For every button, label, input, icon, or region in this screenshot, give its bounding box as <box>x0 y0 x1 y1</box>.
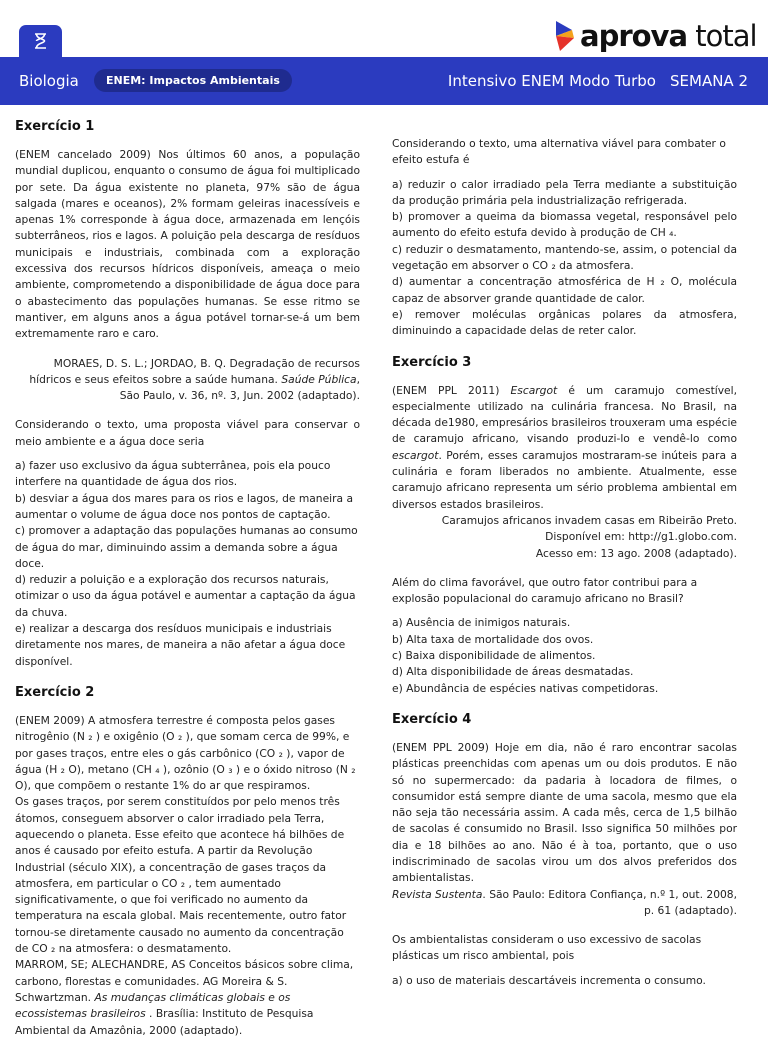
option[interactable]: c) Baixa disponibilidade de alimentos. <box>392 649 596 663</box>
option[interactable]: d) Alta disponibilidade de áreas desmatadas. <box>392 665 634 679</box>
option[interactable]: a) o uso de materiais descartáveis incrementa o consumo. <box>392 973 706 987</box>
option[interactable]: d) reduzir a poluição e a exploração dos recursos naturais, otimizar o uso da água potável e aumentar a captação da água da chuva. <box>15 573 356 619</box>
exercise-4-options <box>392 973 737 989</box>
exercise-3-title: Exercício 3 <box>392 354 472 370</box>
exercise-3-options <box>392 615 737 696</box>
exercise-3-question: Além do clima favorável, que outro fator contribui para a explosão populacional do caramujo africano no Brasil? <box>392 575 698 606</box>
option[interactable]: c) reduzir o desmatamento, mantendo-se, assim, o potencial da vegetação em absorver o CO ₂ da atmosfera. <box>392 242 737 273</box>
option[interactable]: d) aumentar a concentração atmosférica de H ₂ O, molécula capaz de absorver grande quantidade de calor. <box>392 275 737 305</box>
exercise-4-text: (ENEM PPL 2009) Hoje em dia, não é raro encontrar sacolas plásticas preenchidas com apenas um ou dois produtos. E não só no supermercado: da padaria à locadora de filmes, o consumidor está sempre diante de uma sacola, mesmo que ela não seja tão necessária assim. A cada mês, cerca de 1,5 bilhão de sacolas é consumido no Brasil. Isso significa 50 milhões por dia e 18 bilhões ao ano. Não é à toa, portanto, que o uso indiscriminado de sacolas virou um dos alvos preferidos dos ambientalistas. <box>392 740 737 885</box>
right-column <box>392 136 737 989</box>
option[interactable]: b) promover a queima da biomassa vegetal, responsável pelo aumento do efeito estufa devido à produção de CH ₄. <box>392 210 737 240</box>
exercise-4-question: Os ambientalistas consideram o uso excessivo de sacolas plásticas um risco ambiental, pois <box>392 933 702 963</box>
course-name: Intensivo ENEM Modo Turbo <box>447 72 656 90</box>
option[interactable]: c) promover a adaptação das populações humanas ao consumo de água do mar, diminuindo assim a demanda sobre a água doce. <box>15 524 358 570</box>
exercise-2-question: Considerando o texto, uma alternativa viável para combater o efeito estufa é <box>392 137 726 167</box>
exercise-1-title: Exercício 1 <box>15 119 95 134</box>
top-header <box>0 0 768 57</box>
exercise-1-question: Considerando o texto, uma proposta viável para conservar o meio ambiente e a água doce seria <box>15 418 360 448</box>
brand-mark-icon <box>554 21 576 51</box>
week-label: SEMANA 2 <box>670 72 748 90</box>
option[interactable]: a) fazer uso exclusivo da água subterrânea, pois ela pouco interfere na quantidade de água dos rios. <box>15 459 331 489</box>
exercise-1-reference: MORAES, D. S. L.; JORDAO, B. Q. Degradação de recursos hídricos e seus efeitos sobre a saúde humana. Saúde Pública, São Paulo, v. 36, nº. 3, Jun. 2002 (adaptado). <box>29 356 360 403</box>
exercise-2-text-2: Os gases traços, por serem constituídos por pelo menos três átomos, conseguem absorver o calor irradiado pela Terra, aquecendo o planeta. Esse efeito que acontece há bilhões de anos é causado por efeito estufa. A partir da Revolução Industrial (século XIX), a concentração de gases traços da atmosfera, em particular o CO ₂ , tem aumentado significativamente, o que foi verificado no aumento da temperatura na escala global. Mais recentemente, outro fator tornou-se diretamente causado no aumento da concentração de CO ₂ na atmosfera: o desmatamento. <box>15 795 347 956</box>
exercise-4-title: Exercício 4 <box>392 711 472 727</box>
option[interactable]: a) Ausência de inimigos naturais. <box>392 616 571 630</box>
exercise-4-reference: Revista Sustenta. São Paulo: Editora Confiança, n.º 1, out. 2008, p. 61 (adaptado). <box>392 887 737 917</box>
left-column <box>15 118 360 1039</box>
exercise-2-reference: MARROM, SE; ALECHANDRE, AS Conceitos básicos sobre clima, carbono, florestas e comunidades. AG Moreira & S. Schwartzman. As mudanças climáticas globais e os ecossistemas brasileiros . Brasília: Instituto de Pesquisa Ambiental da Amazônia, 2000 (adaptado). <box>15 958 354 1037</box>
course-info <box>448 72 748 90</box>
exercise-2-title: Exercício 2 <box>15 684 95 700</box>
aprova-total-logo <box>554 18 757 54</box>
exercise-3-text: (ENEM PPL 2011) Escargot é um caramujo comestível, especialmente utilizado na culinária francesa. No Brasil, na década de1980, empresários brasileiros trouxeram uma espécie de caramujo africano, visando produzi-lo e vendê-lo como escargot. Porém, esses caramujos mostraram-se inúteis para a culinária e foram liberados no ambiente. Atualmente, esse caramujo africano representa um sério problema ambiental em diversos estados brasileiros. <box>392 383 737 511</box>
option[interactable]: e) remover moléculas orgânicas polares da atmosfera, diminuindo a capacidade delas de reter calor. <box>392 307 737 338</box>
course-bar <box>0 57 768 105</box>
exercise-2-text-1: (ENEM 2009) A atmosfera terrestre é composta pelos gases nitrogênio (N ₂ ) e oxigênio (O ₂ ), que somam cerca de 99%, e por gases traços, entre eles o gás carbônico (CO ₂ ), vapor de água (H ₂ O), metano (CH ₄ ), ozônio (O ₃ ) e o óxido nitroso (N ₂ O), que compõem o restante 1% do ar que respiramos. <box>15 713 356 793</box>
exercise-1-text: (ENEM cancelado 2009) Nos últimos 60 anos, a população mundial duplicou, enquanto o consumo de água foi multiplicado por sete. Da água existente no planeta, 97% são de água salgada (mares e oceanos), 2% formam geleiras inacessíveis e apenas 1% corresponde à água doce, armazenada em lençóis subterrâneos, rios e lagos. A poluição pela descarga de resíduos municipais e industriais, combinada com a exploração excessiva dos recursos hídricos disponíveis, ameaça o meio ambiente, comprometendo a disponibilidade de água doce para o abastecimento das populações humanas. Se esse ritmo se mantiver, em alguns anos a água potável tornar-se-á um bem extremamente raro e caro. <box>15 148 360 341</box>
exercise-1-options <box>15 458 360 670</box>
topic-badge: ENEM: Impactos Ambientais <box>94 69 292 92</box>
brand-name: aprova total <box>580 19 757 53</box>
subject-label: Biologia <box>19 72 79 90</box>
option[interactable]: b) desviar a água dos mares para os rios e lagos, de maneira a aumentar o volume de água doce nos pontos de captação. <box>15 491 354 521</box>
option[interactable]: a) reduzir o calor irradiado pela Terra mediante a substituição da produção primária pela industrialização refrigerada. <box>392 177 737 207</box>
option[interactable]: e) realizar a descarga dos resíduos municipais e industriais diretamente nos mares, de maneira a não afetar a água doce disponível. <box>15 622 346 668</box>
option[interactable]: b) Alta taxa de mortalidade dos ovos. <box>392 632 594 646</box>
exercise-3-reference: Caramujos africanos invadem casas em Ribeirão Preto. Disponível em: http://g1.globo.com. <box>441 513 737 544</box>
option[interactable]: e) Abundância de espécies nativas competidoras. <box>392 681 659 695</box>
hourglass-tab[interactable] <box>19 25 62 57</box>
exercise-3-access: Acesso em: 13 ago. 2008 (adaptado). <box>535 546 737 560</box>
hourglass-icon <box>33 33 48 49</box>
exercise-2-options <box>392 177 737 340</box>
